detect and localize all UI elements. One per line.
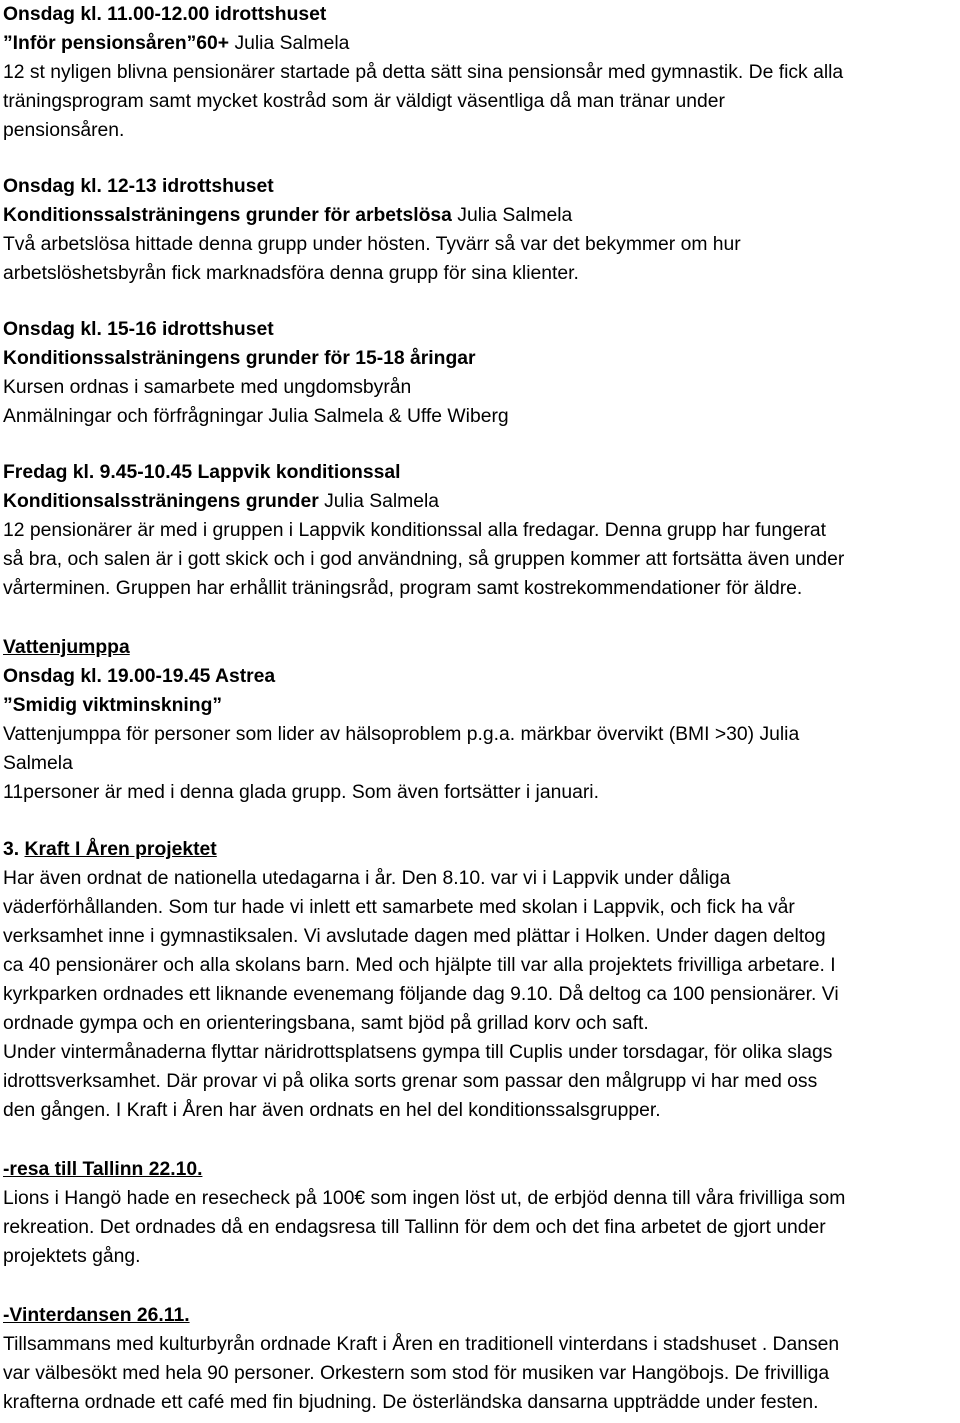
bold-text: Onsdag kl. 11.00-12.00 idrottshuset [3, 3, 327, 25]
text-span: 11personer är med i denna glada grupp. Som även fortsätter i januari. [3, 781, 599, 803]
text-line [3, 259, 958, 288]
text-span: pensionsåren. [3, 119, 125, 141]
text-span: krafterna ordnade ett café med fin bjudning. De österländska dansarna uppträdde under festen. [3, 1391, 819, 1413]
section-kraft [3, 835, 958, 1125]
text-line [3, 201, 958, 230]
text-line [3, 402, 958, 431]
text-line [3, 1359, 958, 1388]
text-line [3, 835, 958, 864]
section-water [3, 633, 958, 807]
text-line [3, 893, 958, 922]
text-line [3, 516, 958, 545]
text-line [3, 230, 958, 259]
text-line [3, 1184, 958, 1213]
text-line [3, 922, 958, 951]
text-span: Under vintermånaderna flyttar näridrottsplatsens gympa till Cuplis under torsdagar, för olika slags [3, 1041, 833, 1063]
text-span: rekreation. Det ordnades då en endagsresa till Tallinn för dem och det fina arbetet de gjort under [3, 1216, 826, 1238]
text-line [3, 29, 958, 58]
text-span: 12 st nyligen blivna pensionärer startade på detta sätt sina pensionsår med gymnastik. De fick alla [3, 61, 844, 83]
text-span: Julia Salmela [318, 490, 440, 512]
underlined-heading: Vattenjumppa [3, 636, 130, 658]
section-youth [3, 315, 958, 431]
bold-text: ”Smidig viktminskning” [3, 694, 223, 716]
section-tallinn [3, 1155, 958, 1271]
text-line [3, 487, 958, 516]
text-line [3, 980, 958, 1009]
text-span: Kursen ordnas i samarbete med ungdomsbyrån [3, 376, 412, 398]
text-line [3, 1330, 958, 1359]
text-line [3, 1301, 958, 1330]
bold-text: Onsdag kl. 19.00-19.45 Astrea [3, 665, 276, 687]
text-line [3, 344, 958, 373]
underlined-heading: -resa till Tallinn 22.10. [3, 1158, 203, 1180]
text-line [3, 749, 958, 778]
text-line [3, 691, 958, 720]
text-span: Julia Salmela [229, 32, 350, 54]
text-line [3, 458, 958, 487]
text-line [3, 1388, 958, 1417]
text-span: Salmela [3, 752, 73, 774]
text-span: vårterminen. Gruppen har erhållit träningsråd, program samt kostrekommendationer för äldre. [3, 577, 803, 599]
text-line [3, 1155, 958, 1184]
text-line [3, 951, 958, 980]
text-line [3, 172, 958, 201]
text-span: ca 40 pensionärer och alla skolans barn. Med och hjälpte till var alla projektets frivilliga arbetare. I [3, 954, 836, 976]
text-span: projektets gång. [3, 1245, 141, 1267]
text-span: den gången. I Kraft i Åren har även ordnats en hel del konditionssalsgrupper. [3, 1099, 661, 1121]
text-line [3, 315, 958, 344]
text-line [3, 633, 958, 662]
text-span: var välbesökt med hela 90 personer. Orkestern som stod för musiken var Hangöbojs. De frivilliga [3, 1362, 830, 1384]
text-line [3, 574, 958, 603]
bold-text: Fredag kl. 9.45-10.45 Lappvik konditionssal [3, 461, 401, 483]
document-page [3, 0, 958, 1417]
text-line [3, 58, 958, 87]
text-span: Två arbetslösa hittade denna grupp under hösten. Tyvärr så var det bekymmer om hur [3, 233, 741, 255]
text-line [3, 720, 958, 749]
bold-text: Konditionssalsträningens grunder för arbetslösa [3, 204, 452, 226]
section-unemployed [3, 172, 958, 288]
text-span: Tillsammans med kulturbyrån ordnade Kraft i Åren en traditionell vinterdans i stadshuset . Dansen [3, 1333, 840, 1355]
bold-text: ”Inför pensionsåren”60+ [3, 32, 230, 54]
text-line [3, 1213, 958, 1242]
text-line [3, 1096, 958, 1125]
text-span: arbetslöshetsbyrån fick marknadsföra denna grupp för sina klienter. [3, 262, 579, 284]
text-line [3, 87, 958, 116]
text-span: Anmälningar och förfrågningar Julia Salmela & Uffe Wiberg [3, 405, 509, 427]
text-line [3, 662, 958, 691]
text-span: så bra, och salen är i gott skick och i god användning, så gruppen kommer att fortsätta även under [3, 548, 845, 570]
text-span: ordnade gympa och en orienteringsbana, samt bjöd på grillad korv och saft. [3, 1012, 649, 1034]
bold-text: 3. [3, 838, 25, 860]
text-span: Julia Salmela [451, 204, 573, 226]
text-line [3, 545, 958, 574]
text-line [3, 864, 958, 893]
text-span: 12 pensionärer är med i gruppen i Lappvik konditionssal alla fredagar. Denna grupp har fungerat [3, 519, 827, 541]
text-span: Vattenjumppa för personer som lider av hälsoproblem p.g.a. märkbar övervikt (BMI >30) Julia [3, 723, 800, 745]
section-lappvik [3, 458, 958, 603]
text-line [3, 1038, 958, 1067]
bold-text: Onsdag kl. 15-16 idrottshuset [3, 318, 274, 340]
text-span: träningsprogram samt mycket kostråd som är väldigt väsentliga då man tränar under [3, 90, 725, 112]
bold-text: Onsdag kl. 12-13 idrottshuset [3, 175, 274, 197]
text-line [3, 373, 958, 402]
text-span: väderförhållanden. Som tur hade vi inlett ett samarbete med skolan i Lappvik, och fick ha vår [3, 896, 795, 918]
text-line [3, 0, 958, 29]
text-line [3, 116, 958, 145]
text-line [3, 1242, 958, 1271]
section-dance [3, 1301, 958, 1417]
text-span: verksamhet inne i gymnastiksalen. Vi avslutade dagen med plättar i Holken. Under dagen deltog [3, 925, 826, 947]
underlined-heading: -Vinterdansen 26.11. [3, 1304, 190, 1326]
bold-text: Konditionssalsträningens grunder för 15-18 åringar [3, 347, 476, 369]
underlined-heading: Kraft I Åren projektet [24, 838, 217, 860]
bold-text: Konditionsalssträningens grunder [3, 490, 319, 512]
text-line [3, 1067, 958, 1096]
text-span: Lions i Hangö hade en resecheck på 100€ som ingen löst ut, de erbjöd denna till våra frivilliga som [3, 1187, 846, 1209]
text-line [3, 778, 958, 807]
section-pension [3, 0, 958, 145]
text-span: kyrkparken ordnades ett liknande evenemang följande dag 9.10. Då deltog ca 100 pensionärer. Vi [3, 983, 839, 1005]
text-span: idrottsverksamhet. Där provar vi på olika sorts grenar som passar den målgrupp vi har med oss [3, 1070, 818, 1092]
text-line [3, 1009, 958, 1038]
text-span: Har även ordnat de nationella utedagarna i år. Den 8.10. var vi i Lappvik under dåliga [3, 867, 731, 889]
